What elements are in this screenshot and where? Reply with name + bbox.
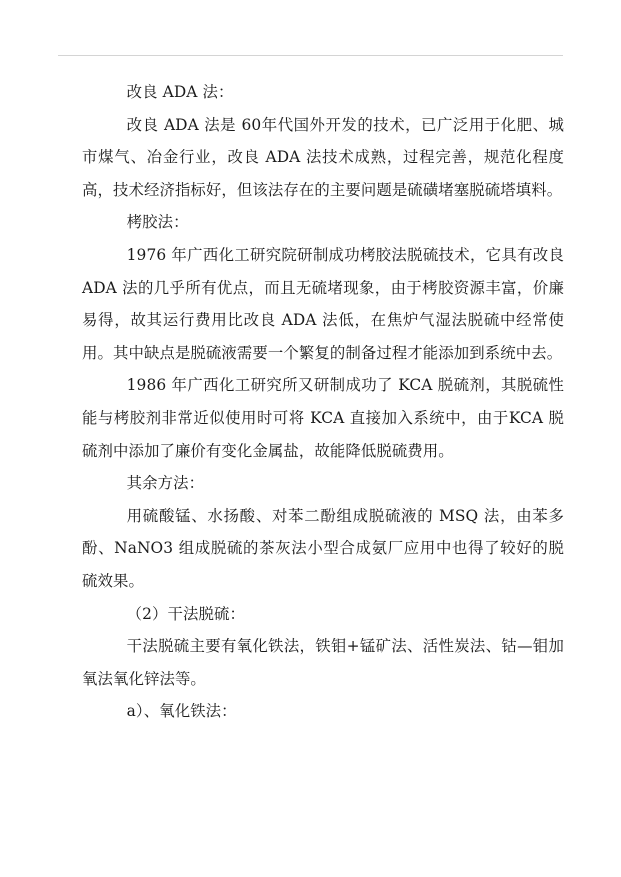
paragraph-tannin-description: 1976 年广西化工研究院研制成功栲胶法脱硫技术，它具有改良 ADA 法的几乎所有优点，而且无硫堵现象，由于栲胶资源丰富，价廉易得，故其运行费用比改良 ADA 法低，在焦炉气湿法脱硫中经常使用。其中缺点是脱硫液需要一个繁复的制备过程才能添加到系统中去。 (82, 245, 564, 362)
paragraph-ada-description: 改良 ADA 法是 60年代国外开发的技术，已广泛用于化肥、城市煤气、冶金行业，改良 ADA 法技术成熟，过程完善，规范化程度高，技术经济指标好，但该法存在的主要问题是硫磺堵塞脱硫塔填料。 (82, 115, 564, 199)
section-heading-iron-oxide: a）、氧化铁法： (126, 702, 237, 721)
paragraph-kca-description: 1986 年广西化工研究所又研制成功了 KCA 脱硫剂，其脱硫性能与栲胶剂非常近似使用时可将 KCA 直接加入系统中，由于KCA 脱硫剂中添加了廉价有变化金属盐，故能降低脱硫费用。 (82, 376, 564, 460)
section-heading-ada: 改良 ADA 法： (126, 83, 234, 101)
paragraph-dry-desulfurization: 干法脱硫主要有氧化铁法，铁钼+锰矿法、活性炭法、钴—钼加氧法氧化锌法等。 (82, 637, 564, 688)
header-rule (58, 55, 563, 56)
section-heading-other-methods: 其余方法： (126, 474, 205, 493)
section-heading-tannin: 栲胶法： (126, 213, 189, 232)
section-heading-dry-desulfurization: （2）干法脱硫： (126, 604, 245, 623)
document-body (82, 76, 564, 728)
paragraph-other-methods: 用硫酸锰、水扬酸、对苯二酚组成脱硫液的 MSQ 法，由苯多酚、NaNO3 组成脱硫的茶灰法小型合成氨厂应用中也得了较好的脱硫效果。 (82, 506, 564, 590)
